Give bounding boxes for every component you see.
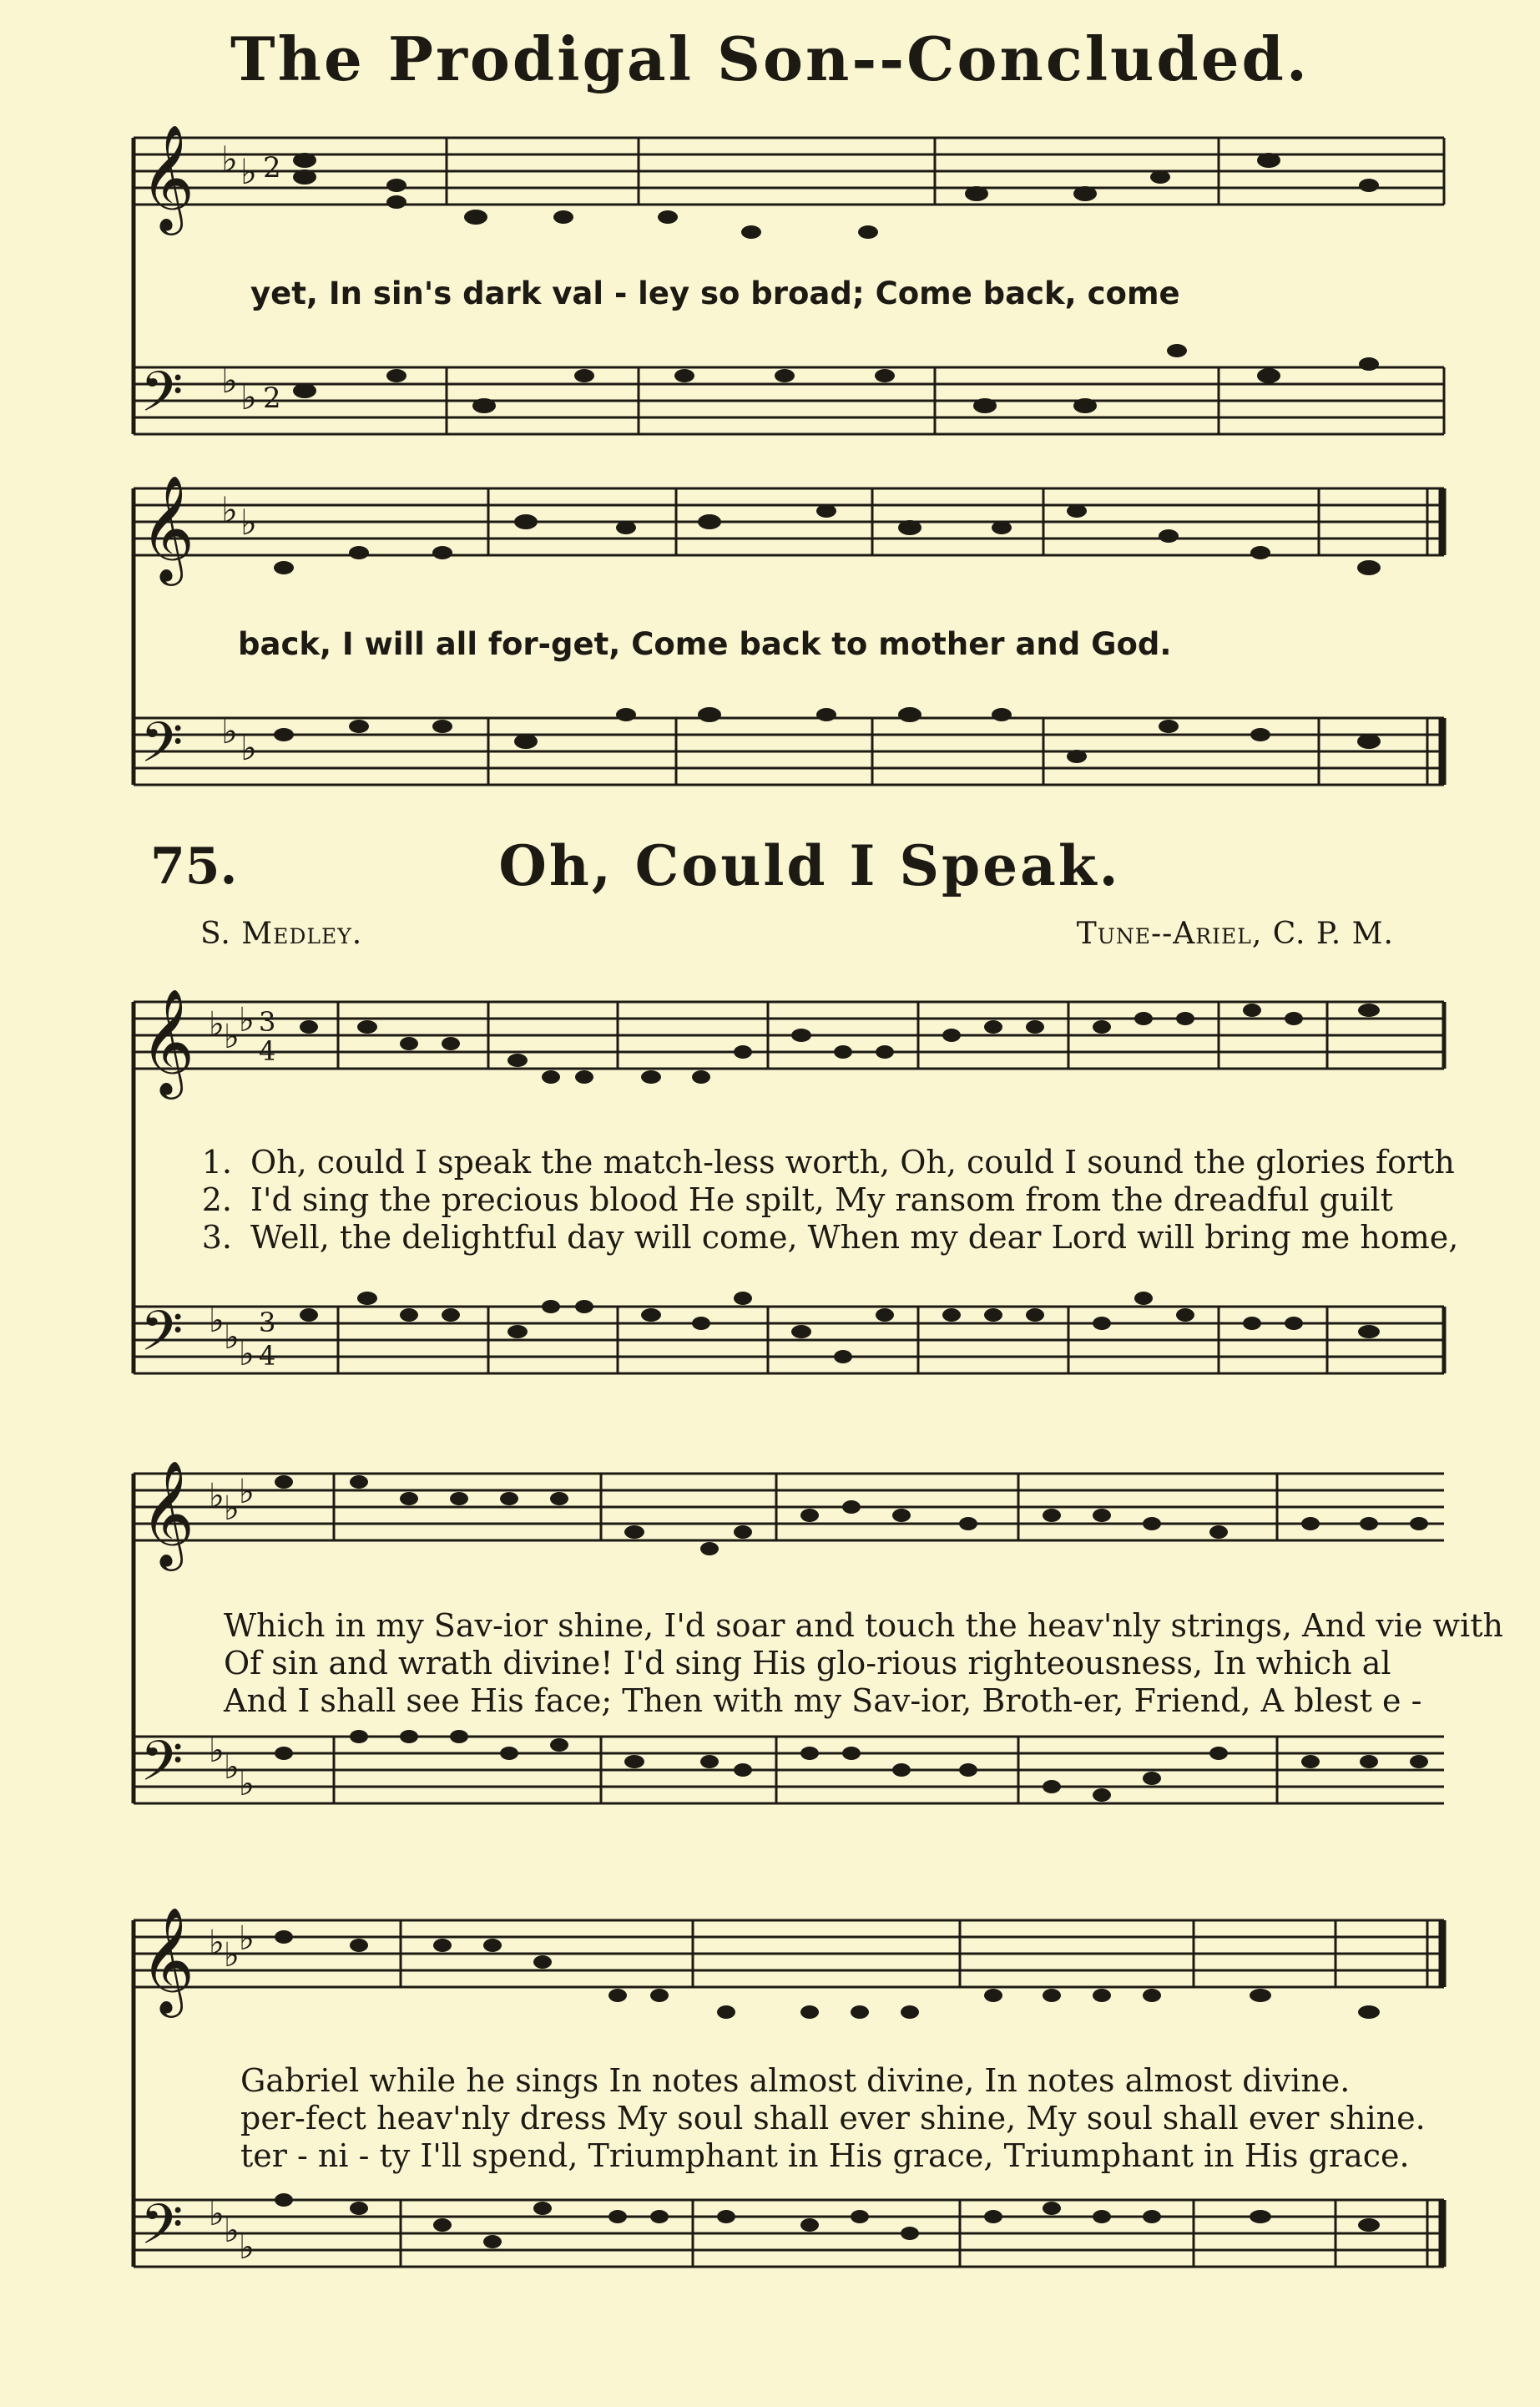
prodigal-lyric-line-2: back, I will all for-get, Come back to mother and God. <box>238 626 1172 662</box>
hymn-system-1 <box>117 985 1459 1403</box>
svg-text:♭: ♭ <box>239 1335 255 1373</box>
hymn-title: Oh, Could I Speak. <box>498 833 1121 898</box>
svg-text:♭: ♭ <box>224 1018 240 1056</box>
svg-text:♭: ♭ <box>221 139 238 180</box>
hymn-system-3 <box>117 1887 1452 2321</box>
svg-text:𝄞: 𝄞 <box>140 988 195 1095</box>
svg-text:𝄞: 𝄞 <box>140 1459 195 1566</box>
svg-text:♭: ♭ <box>209 1005 225 1044</box>
page-title: The Prodigal Son--Concluded. <box>230 23 1310 94</box>
svg-text:4: 4 <box>259 1340 276 1372</box>
svg-text:♭: ♭ <box>209 1302 225 1340</box>
prodigal-system-2 <box>117 476 1452 810</box>
svg-text:2: 2 <box>263 151 281 185</box>
svg-text:𝄢: 𝄢 <box>140 1729 184 1807</box>
svg-text:♭: ♭ <box>239 2228 255 2267</box>
svg-text:𝄢: 𝄢 <box>140 710 184 788</box>
svg-text:♭: ♭ <box>239 1765 255 1803</box>
svg-text:𝄢: 𝄢 <box>140 1299 184 1377</box>
verse-2-line-2: Of sin and wrath divine! I'd sing His glo-rious righteousness, In which al <box>224 1645 1391 1681</box>
lyric-text: I'd sing the precious blood He spilt, My ransom from the dreadful guilt <box>250 1181 1393 1218</box>
verse-number: 3. <box>201 1219 232 1256</box>
svg-text:♭: ♭ <box>224 1748 240 1787</box>
svg-text:♭: ♭ <box>239 1001 255 1039</box>
hymn-author: S. Medley. <box>200 917 363 951</box>
svg-text:♭: ♭ <box>221 710 238 751</box>
svg-text:♭: ♭ <box>240 502 257 543</box>
verse-2-line-1 <box>175 1181 1393 1218</box>
verse-3-line-2: And I shall see His face; Then with my Sav-ior, Broth-er, Friend, A blest e - <box>224 1682 1422 1719</box>
svg-text:♭: ♭ <box>224 1318 240 1357</box>
svg-text:♭: ♭ <box>224 1936 240 1975</box>
treble-clef-icon: 𝄞 <box>140 125 195 230</box>
lyric-text: Oh, could I speak the match-less worth, Oh, could I sound the glories forth <box>250 1144 1455 1181</box>
verse-number: 1. <box>201 1144 232 1181</box>
svg-text:3: 3 <box>259 1006 276 1038</box>
svg-text:♭: ♭ <box>224 2212 240 2250</box>
svg-text:𝄞: 𝄞 <box>140 476 195 581</box>
svg-text:𝄢: 𝄢 <box>140 2192 184 2270</box>
hymn-system-2 <box>117 1436 1503 1853</box>
verse-1-line-2: Which in my Sav-ior shine, I'd soar and touch the heav'nly strings, And vie with <box>224 1607 1503 1644</box>
svg-text:♭: ♭ <box>239 1473 255 1511</box>
svg-text:♭: ♭ <box>209 2195 225 2233</box>
verse-2-line-3: per-fect heav'nly dress My soul shall ever shine, My soul shall ever shine. <box>240 2100 1426 2136</box>
svg-text:♭: ♭ <box>240 727 257 768</box>
hymn-tune: Tune--Ariel, C. P. M. <box>1076 917 1394 951</box>
bass-clef-icon: 𝄢 <box>140 360 184 437</box>
verse-1-line-3: Gabriel while he sings In notes almost divine, In notes almost divine. <box>240 2062 1351 2099</box>
svg-text:♭: ♭ <box>209 1477 225 1515</box>
verse-3-line-1 <box>175 1219 1458 1256</box>
svg-text:♭: ♭ <box>209 1732 225 1770</box>
svg-text:4: 4 <box>259 1035 276 1067</box>
prodigal-system-1 <box>117 125 1452 459</box>
svg-text:♭: ♭ <box>240 377 257 417</box>
verse-3-line-3: ter - ni - ty I'll spend, Triumphant in His grace, Triumphant in His grace. <box>240 2137 1410 2174</box>
svg-text:♭: ♭ <box>239 1919 255 1958</box>
svg-text:♭: ♭ <box>221 489 238 530</box>
svg-text:♭: ♭ <box>221 360 238 401</box>
svg-text:♭: ♭ <box>240 151 257 192</box>
svg-text:♭: ♭ <box>224 1489 240 1528</box>
svg-text:♭: ♭ <box>209 1924 225 1962</box>
verse-number: 2. <box>201 1181 232 1218</box>
verse-1-line-1 <box>175 1144 1455 1181</box>
lyric-text: Well, the delightful day will come, When my dear Lord will bring me home, <box>250 1219 1459 1256</box>
hymn-number: 75. <box>150 837 238 896</box>
svg-text:2: 2 <box>263 382 281 415</box>
svg-text:3: 3 <box>259 1307 276 1338</box>
prodigal-lyric-line-1: yet, In sin's dark val - ley so broad; Come back, come <box>250 276 1180 311</box>
svg-text:𝄞: 𝄞 <box>140 1906 195 2013</box>
